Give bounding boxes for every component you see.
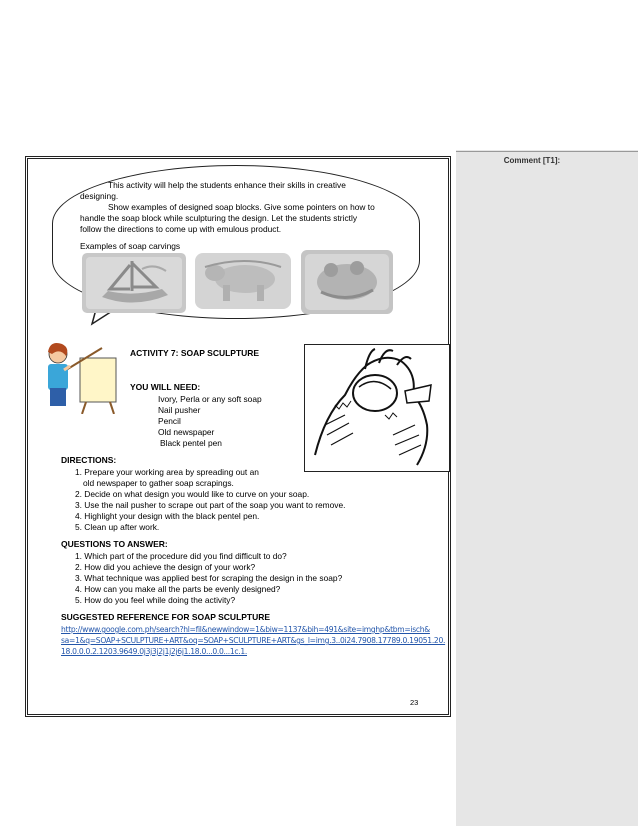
reference-link[interactable]: http://www.google.com.ph/search?hl=fil&newwindow=1&biw=1137&bih=491&site=imghp&tbm=isch& (61, 625, 430, 634)
comment-sidebar (456, 150, 638, 826)
question-item: 2. How did you achieve the design of your work? (75, 562, 256, 572)
comment-divider (456, 151, 638, 152)
bubble-line-3: Show examples of designed soap blocks. Give some pointers on how to (108, 202, 375, 212)
direction-item: 5. Clean up after work. (75, 522, 160, 532)
direction-item: old newspaper to gather soap scrapings. (83, 478, 234, 488)
activity-title: ACTIVITY 7: SOAP SCULPTURE (130, 348, 260, 358)
soap-carving-boat-image (82, 253, 186, 313)
material-item: Black pentel pen (160, 438, 222, 448)
soap-carving-hand-sketch-image (304, 344, 450, 472)
you-will-need-heading: YOU WILL NEED: (130, 382, 201, 392)
comment-label[interactable]: Comment [T1]: (503, 156, 561, 165)
direction-item: 3. Use the nail pusher to scrape out part of the soap you want to remove. (75, 500, 346, 510)
soap-carving-bear-image (195, 253, 291, 309)
question-item: 1. Which part of the procedure did you find difficult to do? (75, 551, 287, 561)
questions-heading: QUESTIONS TO ANSWER: (61, 539, 168, 549)
material-item: Nail pusher (158, 405, 201, 415)
bubble-line-5: follow the directions to come up with emulous product. (80, 224, 282, 234)
question-item: 4. How can you make all the parts be evenly designed? (75, 584, 281, 594)
examples-label: Examples of soap carvings (80, 241, 181, 251)
bubble-line-4: handle the soap block while sculpturing the design. Let the students strictly (80, 213, 358, 223)
soap-carving-frog-image (301, 250, 393, 314)
question-item: 5. How do you feel while doing the activity? (75, 595, 236, 605)
bubble-line-1: This activity will help the students enhance their skills in creative (108, 180, 346, 190)
direction-item: 1. Prepare your working area by spreading out an (75, 467, 259, 477)
teacher-pointing-icon (40, 340, 120, 414)
page-number: 23 (410, 698, 419, 707)
directions-heading: DIRECTIONS: (61, 455, 117, 465)
reference-link[interactable]: sa=1&q=SOAP+SCULPTURE+ART&oq=SOAP+SCULPTURE+ART&gs_l=img.3..0i24.7908.17789.0.19051.20. (61, 636, 446, 645)
reference-link[interactable]: 18.0.0.0.2.1203.9649.0j3j3j2j1j2j6j1.18.0...0.0...1c.1. (61, 647, 248, 656)
direction-item: 2. Decide on what design you would like to curve on your soap. (75, 489, 310, 499)
material-item: Ivory, Perla or any soft soap (158, 394, 262, 404)
material-item: Old newspaper (158, 427, 215, 437)
material-item: Pencil (158, 416, 181, 426)
question-item: 3. What technique was applied best for scraping the design in the soap? (75, 573, 343, 583)
reference-heading: SUGGESTED REFERENCE FOR SOAP SCULPTURE (61, 612, 271, 622)
bubble-line-2: designing. (80, 191, 119, 201)
direction-item: 4. Highlight your design with the black pentel pen. (75, 511, 260, 521)
